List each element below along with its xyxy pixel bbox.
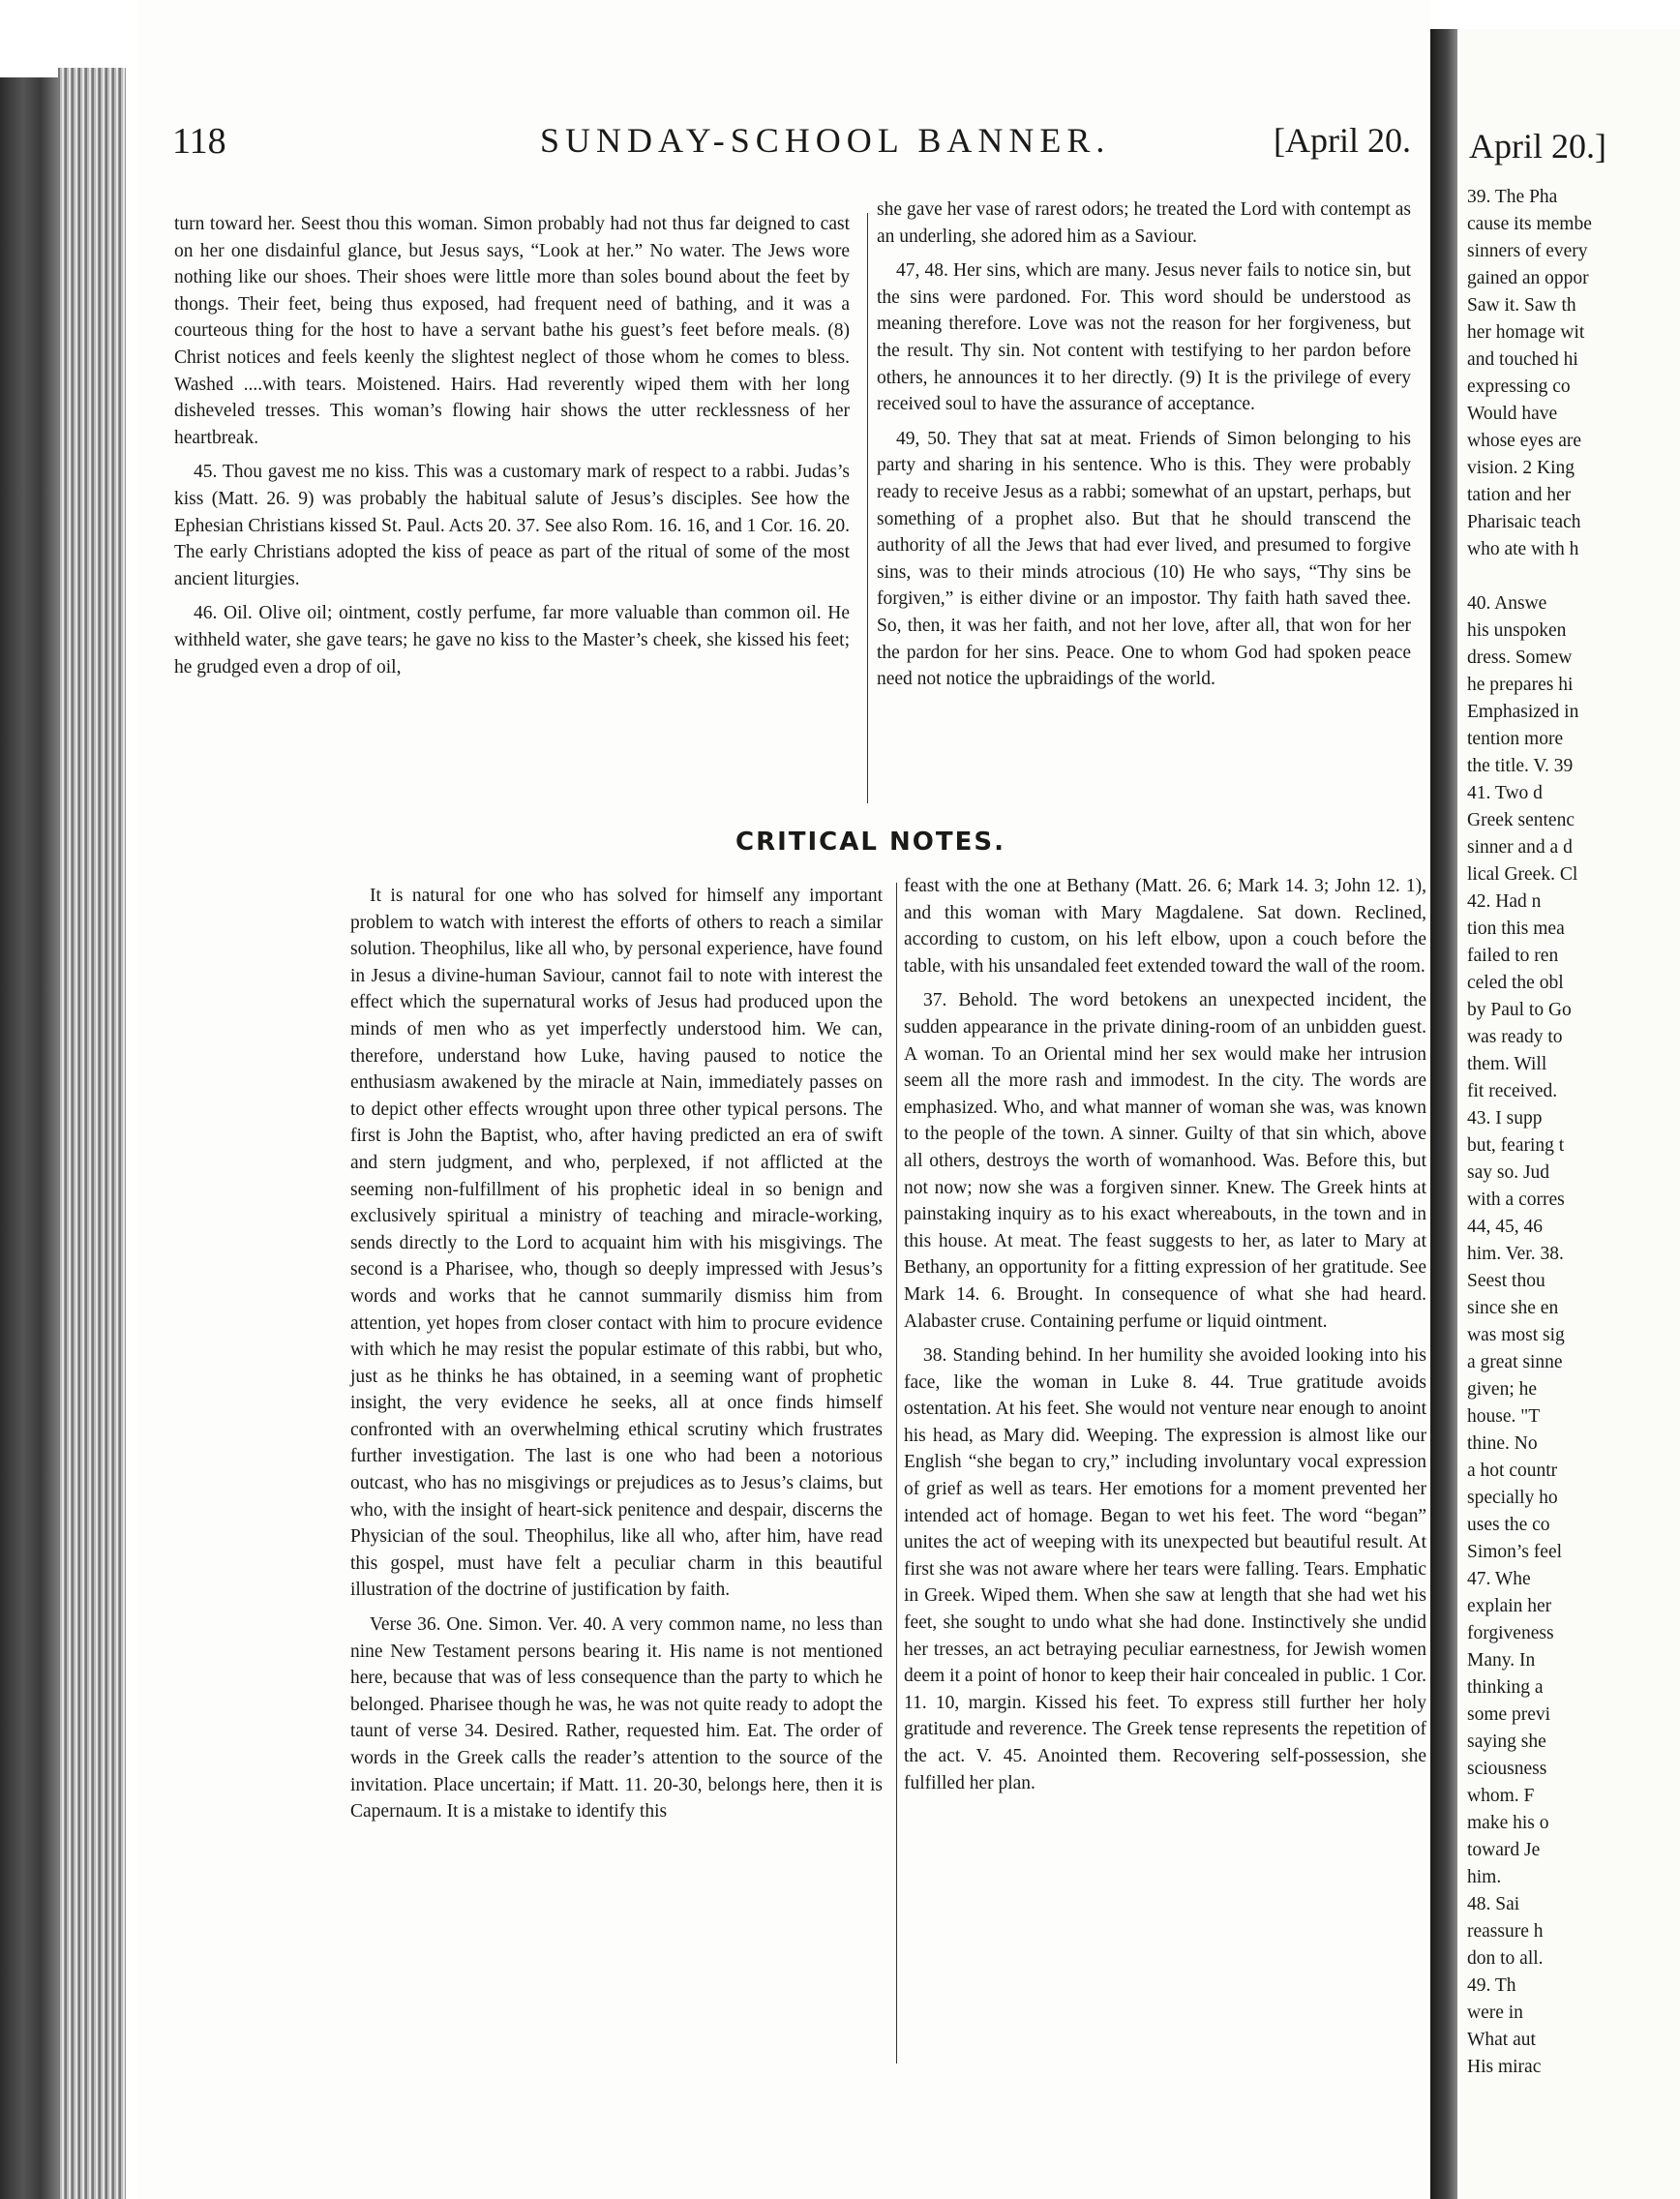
- right-page-line: sciousness: [1467, 1759, 1547, 1779]
- right-page-line: fit received.: [1467, 1081, 1558, 1101]
- right-page-line: 43. I supp: [1467, 1108, 1543, 1129]
- paragraph: It is natural for one who has solved for himself any important problem to watch with interest the efforts of others to reach a similar solution. Theophilus, like all who, by personal experience, have found in Jesus a divine-human Saviour, cannot fail to note with interest the effect which the supernatural works of Jesus had produced upon the minds of men who as yet imperfectly understood him. We can, therefore, understand how Luke, having paused to notice the enthusiasm awakened by the miracle at Nain, immediately passes on to depict other effects wrought upon three other typical persons. The first is John the Baptist, who, after having predicted an era of swift and stern judgment, and who, perplexed, if not afflicted at the seeming non-fulfillment of his prophetic ideal in so benign and exclusively spiritual a ministry of teaching and miracle-working, sends directly to the Lord to acquaint him with his misgivings. The second is a Pharisee, who, though so deeply impressed with Jesus’s words and works that he cannot summarily dismiss him from attention, yet hopes from closer contact with him to procure evidence with which he may resist the popular estimate of this rabbi, but who, just as he thinks he has obtained, in a seeming want of prophetic insight, the very evidence he seeks, all at once finds himself confronted with an overwhelming ethical scrutiny which frustrates further investigation. The last is one who had been a notorious outcast, who has no misgivings or prejudices as to Jesus’s claims, but who, with the insight of heart-sick penitence and despair, discerns the Physician of the soul. Theophilus, like all who, after him, have read this gospel, must have felt a peculiar charm in this beautiful illustration of the doctrine of justification by faith.: [350, 886, 883, 1601]
- right-page-line: Seest thou: [1467, 1271, 1545, 1291]
- right-page-line: 48. Sai: [1467, 1894, 1520, 1914]
- right-page-line: house. "T: [1467, 1406, 1541, 1427]
- right-page-line: say so. Jud: [1467, 1162, 1550, 1183]
- right-page-line: saying she: [1467, 1732, 1546, 1752]
- right-page-line: by Paul to Go: [1467, 1000, 1572, 1020]
- paragraph: 47, 48. Her sins, which are many. Jesus never fails to notice sin, but the sins were pardoned. For. This word should be understood as meaning therefore. Love was not the reason for her forgiveness, but the result. Thy sin. Not content with testifying to her pardon before others, he announces it to her directly. (9) It is the privilege of every received soul to have the assurance of acceptance.: [877, 260, 1411, 415]
- right-page-line: Saw it. Saw th: [1467, 295, 1576, 316]
- right-page-line: 44, 45, 46: [1467, 1217, 1543, 1237]
- right-page-line: but, fearing t: [1467, 1135, 1565, 1156]
- right-page-line: whom. F: [1467, 1786, 1535, 1806]
- page-number: 118: [172, 121, 226, 162]
- paragraph: she gave her vase of rarest odors; he treated the Lord with contempt as an underling, she adored him as a Saviour.: [877, 199, 1411, 247]
- column-divider: [896, 883, 897, 2063]
- right-page-line: Pharisaic teach: [1467, 512, 1581, 532]
- right-page-line: make his o: [1467, 1813, 1549, 1833]
- page-title: SUNDAY-SCHOOL BANNER.: [540, 121, 1111, 160]
- binding-gutter: [1430, 29, 1457, 2199]
- right-page-line: 39. The Pha: [1467, 187, 1558, 207]
- right-page-line: vision. 2 King: [1467, 458, 1575, 478]
- right-page-partial: [1457, 29, 1680, 2199]
- right-page-line: dress. Somew: [1467, 648, 1573, 668]
- top-left-column: [174, 211, 850, 688]
- page-date: [April 20.: [1274, 121, 1411, 160]
- right-page-line: him. Ver. 38.: [1467, 1244, 1564, 1264]
- right-page-line: His mirac: [1467, 2057, 1542, 2077]
- top-right-column: [877, 196, 1411, 701]
- right-page-line: sinners of every: [1467, 241, 1588, 261]
- paragraph: feast with the one at Bethany (Matt. 26. 6; Mark 14. 3; John 12. 1), and this woman with Mary Magdalene. Sat down. Reclined, according to custom, on his left elbow, upon a couch before the table, with his unsandaled feet extended toward the wall of the room.: [904, 876, 1426, 977]
- right-page-line: toward Je: [1467, 1840, 1541, 1860]
- paragraph: 37. Behold. The word betokens an unexpected incident, the sudden appearance in the private dining-room of an unbidden guest. A woman. To an Oriental mind her sex would make her intrusion seem all the more rash and immodest. In the city. The words are emphasized. Who, and what manner of woman she was, was known to the people of the town. A sinner. Guilty of that sin which, above all others, destroys the worth of womanhood. Was. Before this, but not now; now she was a forgiven sinner. Knew. The Greek hints at painstaking inquiry as to his exact whereabouts, in the town and in this house. At meat. The feast suggests to her, as later to Mary at Bethany, an opportunity for a fitting expression of her gratitude. See Mark 14. 6. Brought. In consequence of what she had heard. Alabaster cruse. Containing perfume or liquid ointment.: [904, 990, 1426, 1332]
- right-page-line: sinner and a d: [1467, 837, 1573, 858]
- right-page-header: April 20.]: [1469, 127, 1606, 166]
- right-page-line: Simon’s feel: [1467, 1542, 1563, 1562]
- paragraph: 49, 50. They that sat at meat. Friends of Simon belonging to his party and sharing in his sentence. Who is this. They were probably ready to receive Jesus as a rabbi; somewhat of an upstart, perhaps, but something of a prophet also. But that he should transcend the authority of all the Jews that had ever lived, and presumed to forgive sins, was to their minds atrocious (10) He who says, “Thy sins be forgiven,” is either divine or an impostor. Thy faith hath saved thee. So, then, it was her faith, and not her love, after all, that won for her the pardon for her sins. Peace. One to whom God had spoken peace need not notice the upbraidings of the world.: [877, 428, 1411, 690]
- right-page-line: was most sig: [1467, 1325, 1565, 1345]
- right-page-line: Would have: [1467, 404, 1558, 424]
- right-page-line: was ready to: [1467, 1027, 1563, 1047]
- paragraph: 45. Thou gavest me no kiss. This was a customary mark of respect to a rabbi. Judas’s kiss (Matt. 26. 9) was probably the habitual salute of Jesus’s disciples. See how the Ephesian Christians kissed St. Paul. Acts 20. 37. See also Rom. 16. 16, and 1 Cor. 16. 20. The early Christians adopted the kiss of peace as part of the ritual of some of the most ancient liturgies.: [174, 462, 850, 589]
- paragraph: 46. Oil. Olive oil; ointment, costly perfume, far more valuable than common oil. He withheld water, she gave tears; he gave no kiss to the Master’s cheek, she kissed his feet; he grudged even a drop of oil,: [174, 603, 850, 678]
- right-page-line: uses the co: [1467, 1515, 1550, 1535]
- right-page-line: What aut: [1467, 2030, 1536, 2050]
- right-page-line: a hot countr: [1467, 1461, 1558, 1481]
- right-page-line: 41. Two d: [1467, 783, 1543, 803]
- right-page-line: thine. No: [1467, 1433, 1538, 1454]
- bottom-right-column: [904, 873, 1426, 1804]
- right-page-line: he prepares hi: [1467, 675, 1574, 695]
- right-page-line: [1467, 563, 1680, 590]
- right-page-line: don to all.: [1467, 1948, 1544, 1969]
- paragraph: turn toward her. Seest thou this woman. Simon probably had not thus far deigned to cast on her one disdainful glance, but Jesus says, “Look at her.” No water. The Jews wore nothing like our shoes. Their shoes were little more than soles bound about the feet by thongs. Their feet, being thus exposed, had frequent need of bathing, and it was a courteous thing for the host to have a servant bathe his guest’s feet before meals. (8) Christ notices and feels keenly the slightest neglect of those whom he comes to bless. Washed ....with tears. Moistened. Hairs. Had reverently wiped them with her long disheveled tresses. This woman’s flowing hair shows the utter recklessness of her heartbreak.: [174, 214, 850, 448]
- right-page-line: who ate with h: [1467, 539, 1579, 559]
- right-page-line: Emphasized in: [1467, 702, 1579, 722]
- bottom-left-column: [350, 883, 883, 1833]
- right-page-line: whose eyes are: [1467, 431, 1582, 451]
- right-page-line: forgiveness: [1467, 1623, 1554, 1643]
- right-page-line: were in: [1467, 2003, 1523, 2023]
- book-spine-shadow: [0, 77, 58, 2199]
- right-page-line: the title. V. 39: [1467, 756, 1574, 776]
- right-page-column: [1467, 184, 1680, 2081]
- right-page-line: lical Greek. Cl: [1467, 864, 1578, 885]
- right-page-line: given; he: [1467, 1379, 1538, 1400]
- section-heading: CRITICAL NOTES.: [735, 828, 1005, 857]
- right-page-line: her homage wit: [1467, 322, 1585, 343]
- right-page-line: them. Will: [1467, 1054, 1547, 1074]
- right-page-line: Many. In: [1467, 1650, 1536, 1671]
- right-page-line: cause its membe: [1467, 214, 1592, 234]
- right-page-line: 40. Answe: [1467, 593, 1547, 614]
- column-divider: [867, 213, 868, 803]
- page-stack-edge: [58, 68, 126, 2199]
- right-page-line: his unspoken: [1467, 620, 1567, 641]
- right-page-line: tion this mea: [1467, 919, 1565, 939]
- right-page-line: some previ: [1467, 1704, 1551, 1725]
- right-page-line: explain her: [1467, 1596, 1552, 1616]
- right-page-line: with a corres: [1467, 1190, 1565, 1210]
- right-page-line: 49. Th: [1467, 1975, 1516, 1996]
- paragraph: Verse 36. One. Simon. Ver. 40. A very common name, no less than nine New Testament persons bearing it. His name is not mentioned here, because that was of less consequence than the party to which he belonged. Pharisee though he was, he was not quite ready to adopt the taunt of verse 34. Desired. Rather, requested him. Eat. The order of words in the Greek calls the reader’s attention to the source of the invitation. Place uncertain; if Matt. 11. 20-30, belongs here, then it is Capernaum. It is a mistake to identify this: [350, 1614, 883, 1822]
- right-page-line: failed to ren: [1467, 946, 1559, 966]
- right-page-line: tention more: [1467, 729, 1564, 749]
- right-page-line: a great sinne: [1467, 1352, 1563, 1372]
- right-page-line: celed the obl: [1467, 973, 1564, 993]
- right-page-line: Greek sentenc: [1467, 810, 1575, 830]
- right-page-line: tation and her: [1467, 485, 1572, 505]
- right-page-line: 42. Had n: [1467, 891, 1542, 912]
- right-page-line: gained an oppor: [1467, 268, 1589, 288]
- right-page-line: since she en: [1467, 1298, 1559, 1318]
- right-page-line: specially ho: [1467, 1488, 1558, 1508]
- right-page-line: expressing co: [1467, 377, 1571, 397]
- paragraph: 38. Standing behind. In her humility she avoided looking into his face, like the woman in Luke 8. 44. True gratitude avoids ostentation. At his feet. She would not venture near enough to anoint his head, as Mary did. Weeping. The expression is almost like our English “she began to cry,” including involuntary vocal expression of grief as well as tears. Her emotions for a moment prevented her intended act of homage. Began to wet his feet. The word “began” unites the act of weeping with its unexpected but beautiful result. At first she was not aware where her tears were falling. Tears. Emphatic in Greek. Wiped them. When she saw at length that she had wet his feet, she sought to undo what she had done. Instinctively she undid her tresses, an act betraying peculiar earnestness, for Jewish women deem it a point of honor to keep their hair concealed in public. 1 Cor. 11. 10, margin. Kissed his feet. To express still further her holy gratitude and reverence. The Greek tense represents the repetition of the act. V. 45. Anointed them. Recovering self-possession, she fulfilled her plan.: [904, 1345, 1426, 1793]
- right-page-line: 47. Whe: [1467, 1569, 1531, 1589]
- right-page-line: reassure h: [1467, 1921, 1544, 1942]
- right-page-line: thinking a: [1467, 1677, 1544, 1698]
- page-header: [172, 120, 1411, 178]
- right-page-line: and touched hi: [1467, 349, 1578, 370]
- right-page-line: him.: [1467, 1867, 1502, 1887]
